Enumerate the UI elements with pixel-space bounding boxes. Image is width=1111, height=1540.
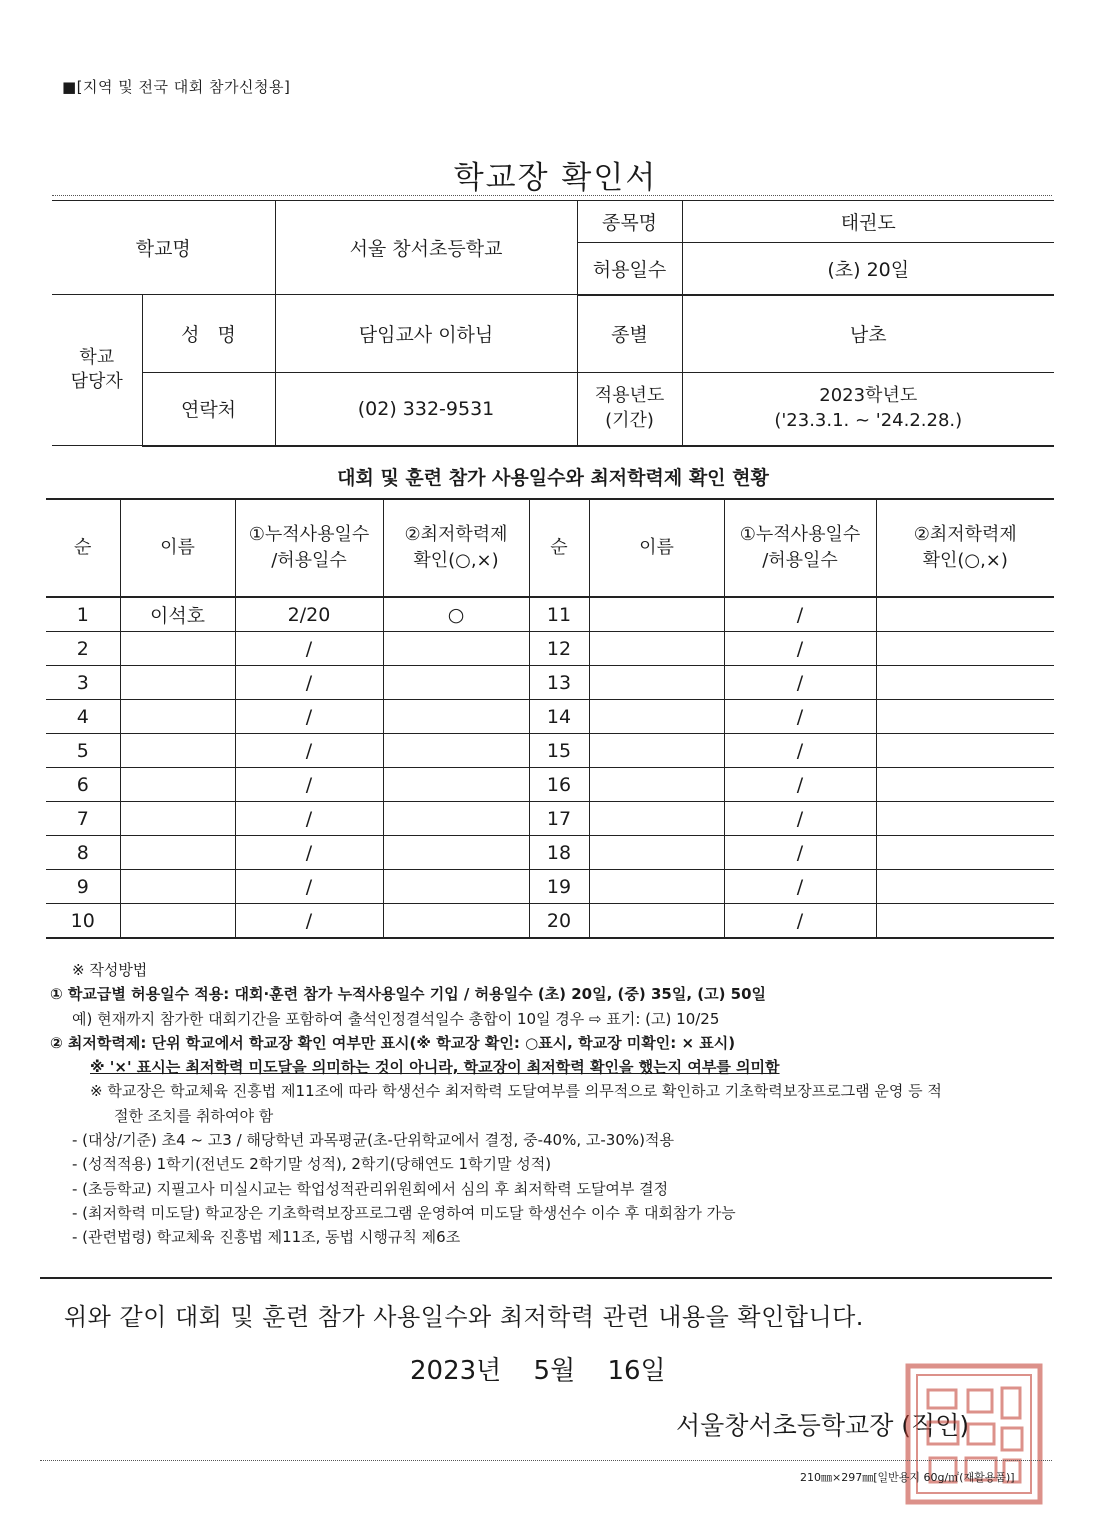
manager-label (52, 295, 142, 446)
row-no: 12 (529, 632, 589, 666)
row-no: 15 (529, 734, 589, 768)
issue-date: 2023년 5월 16일 (410, 1356, 666, 1386)
row-no: 1 (46, 597, 120, 632)
row-check (876, 666, 1054, 700)
row-days: / (724, 700, 876, 734)
row-days: / (235, 734, 383, 768)
row-days: / (724, 768, 876, 802)
header-check-line2: 확인(○,×) (413, 550, 499, 571)
row-days: / (235, 768, 383, 802)
table-row (46, 870, 1054, 904)
row-name (589, 870, 724, 904)
header-no-right: 순 (529, 499, 589, 597)
row-name (120, 904, 235, 939)
allowed-days-value: (초) 20일 (682, 243, 1054, 295)
row-days: / (724, 904, 876, 939)
row-days: 2/20 (235, 597, 383, 632)
row-days: / (235, 870, 383, 904)
notes-heading: ※ 작성방법 (72, 961, 148, 979)
row-name (589, 666, 724, 700)
header-no-left: 순 (46, 499, 120, 597)
manager-label-line1: 학교 (79, 346, 115, 368)
row-check (876, 734, 1054, 768)
row-name: 이석호 (120, 597, 235, 632)
row-name (120, 700, 235, 734)
row-check (876, 836, 1054, 870)
row-name (120, 768, 235, 802)
notes-dash-1: - (대상/기준) 초4 ~ 고3 / 해당학년 과목평균(초-단위학교에서 결정, 중-40%, 고-30%)적용 (72, 1131, 674, 1150)
row-days: / (235, 700, 383, 734)
table-row (46, 802, 1054, 836)
confirmation-statement: 위와 같이 대회 및 훈련 참가 사용일수와 최저학력 관련 내용을 확인합니다. (64, 1303, 864, 1331)
header-days-line2: /허용일수 (762, 550, 838, 571)
row-days: / (724, 666, 876, 700)
period-label-line1: 적용년도 (594, 385, 665, 407)
row-name (589, 700, 724, 734)
section-title: 대회 및 훈련 참가 사용일수와 최저학력제 확인 현황 (337, 467, 769, 489)
row-name (589, 802, 724, 836)
row-no: 14 (529, 700, 589, 734)
row-no: 20 (529, 904, 589, 939)
document-title: 학교장 확인서 (453, 160, 658, 196)
notes-item-1-example: 예) 현재까지 참가한 대회기간을 포함하여 출석인정결석일수 총합이 10일 경우 ⇨ 표기: (고) 10/25 (72, 1009, 720, 1028)
row-days: / (235, 836, 383, 870)
row-check (876, 904, 1054, 939)
row-days: / (724, 597, 876, 632)
row-check (876, 597, 1054, 632)
notes-item-2-note-b1: ※ 학교장은 학교체육 진흥법 제11조에 따라 학생선수 최저학력 도달여부를 의무적으로 확인하고 기초학력보장프로그램 운영 등 적 (90, 1082, 942, 1101)
contact-label: 연락처 (142, 373, 275, 446)
period-label (577, 373, 682, 446)
notes-dash-3: - (초등학교) 지필고사 미실시교는 학업성적관리위원회에서 심의 후 최저학력 도달여부 결정 (72, 1179, 669, 1198)
row-days: / (235, 904, 383, 939)
row-name (120, 734, 235, 768)
row-no: 7 (46, 802, 120, 836)
row-days: / (235, 802, 383, 836)
principal-signature-line: 서울창서초등학교장 (직인) (676, 1411, 970, 1440)
row-no: 3 (46, 666, 120, 700)
header-days-left (235, 499, 383, 597)
school-name-value: 서울 창서초등학교 (275, 201, 577, 295)
row-check (876, 870, 1054, 904)
row-name (589, 768, 724, 802)
row-check (383, 768, 529, 802)
period-value (682, 373, 1054, 446)
row-days: / (724, 836, 876, 870)
row-check (876, 700, 1054, 734)
event-label: 종목명 (577, 201, 682, 243)
row-name (589, 734, 724, 768)
notes-dash-5: - (관련법령) 학교체육 진흥법 제11조, 동법 시행규칙 제6조 (72, 1228, 461, 1247)
row-no: 2 (46, 632, 120, 666)
row-check (876, 802, 1054, 836)
school-info-table (52, 200, 1054, 447)
row-name (120, 802, 235, 836)
paper-spec-label: 210㎜×297㎜[일반용지 60g/㎡(재활용품)] (800, 1471, 1015, 1484)
table-row (46, 597, 1054, 632)
row-check (383, 836, 529, 870)
row-name (589, 836, 724, 870)
row-no: 5 (46, 734, 120, 768)
participation-roster-table (46, 498, 1054, 939)
row-no: 10 (46, 904, 120, 939)
row-name (120, 632, 235, 666)
row-days: / (724, 734, 876, 768)
row-check (383, 632, 529, 666)
row-check (383, 904, 529, 939)
document-form-tag: ■[지역 및 전국 대회 참가신청용] (62, 78, 291, 96)
row-no: 18 (529, 836, 589, 870)
row-days: / (235, 632, 383, 666)
period-label-line2: (기간) (605, 409, 654, 431)
row-days: / (724, 802, 876, 836)
row-days: / (724, 870, 876, 904)
writing-instructions (50, 958, 1060, 1250)
table-row (46, 700, 1054, 734)
row-no: 4 (46, 700, 120, 734)
row-check (383, 666, 529, 700)
row-check (876, 768, 1054, 802)
table-row (46, 904, 1054, 939)
row-no: 19 (529, 870, 589, 904)
row-name (120, 666, 235, 700)
header-check-right (876, 499, 1054, 597)
header-check-line1: ②최저학력제 (913, 523, 1017, 545)
gender-label: 종별 (577, 295, 682, 373)
row-no: 13 (529, 666, 589, 700)
row-name (589, 597, 724, 632)
notes-item-2: ② 최저학력제: 단위 학교에서 학교장 확인 여부만 표시(※ 학교장 확인: ○표시, 학교장 미확인: × 표시) (50, 1033, 736, 1052)
row-no: 11 (529, 597, 589, 632)
header-check-left (383, 499, 529, 597)
header-name-right: 이름 (589, 499, 724, 597)
row-days: / (724, 632, 876, 666)
row-check (876, 632, 1054, 666)
row-days: / (235, 666, 383, 700)
table-row (46, 768, 1054, 802)
gender-value: 남초 (682, 295, 1054, 373)
title-divider (52, 195, 1052, 196)
header-check-line1: ②최저학력제 (404, 523, 508, 545)
event-value: 태권도 (682, 201, 1054, 243)
manager-label-line2: 담당자 (70, 371, 123, 392)
row-check (383, 870, 529, 904)
header-days-line2: /허용일수 (271, 550, 347, 571)
footer-divider (40, 1460, 1052, 1461)
row-check: ○ (383, 597, 529, 632)
row-check (383, 802, 529, 836)
notes-item-1: ① 학교급별 허용일수 적용: 대회·훈련 참가 누적사용일수 기입 / 허용일수 (초) 20일, (중) 35일, (고) 50일 (50, 985, 767, 1004)
row-check (383, 700, 529, 734)
table-row (46, 836, 1054, 870)
row-name (589, 904, 724, 939)
row-name (589, 632, 724, 666)
school-name-label: 학교명 (52, 201, 275, 295)
period-value-line2: ('23.3.1. ~ '24.2.28.) (774, 409, 963, 431)
row-no: 8 (46, 836, 120, 870)
row-check (383, 734, 529, 768)
notes-dash-2: - (성적적용) 1학기(전년도 2학기말 성적), 2학기(당해연도 1학기말 성적) (72, 1155, 552, 1174)
period-value-line1: 2023학년도 (819, 385, 918, 407)
header-name-left: 이름 (120, 499, 235, 597)
section-divider (40, 1277, 1052, 1279)
notes-item-2-note-a: ※ '×' 표시는 최저학력 미도달을 의미하는 것이 아니라, 학교장이 최저학력 확인을 했는지 여부를 의미함 (90, 1058, 780, 1077)
row-name (120, 870, 235, 904)
header-days-right (724, 499, 876, 597)
table-row (46, 734, 1054, 768)
row-no: 6 (46, 768, 120, 802)
table-row (46, 666, 1054, 700)
row-no: 17 (529, 802, 589, 836)
row-name (120, 836, 235, 870)
contact-value: (02) 332-9531 (275, 373, 577, 446)
header-days-line1: ①누적사용일수 (248, 523, 370, 545)
header-days-line1: ①누적사용일수 (739, 523, 861, 545)
row-no: 9 (46, 870, 120, 904)
name-label: 성 명 (142, 295, 275, 373)
notes-item-2-note-b2: 절한 조치를 취하여야 함 (114, 1106, 274, 1125)
name-value: 담임교사 이하님 (275, 295, 577, 373)
row-no: 16 (529, 768, 589, 802)
notes-dash-4: - (최저학력 미도달) 학교장은 기초학력보장프로그램 운영하여 미도달 학생선수 이수 후 대회참가 가능 (72, 1203, 736, 1222)
header-check-line2: 확인(○,×) (922, 550, 1008, 571)
allowed-days-label: 허용일수 (577, 243, 682, 295)
table-row (46, 632, 1054, 666)
